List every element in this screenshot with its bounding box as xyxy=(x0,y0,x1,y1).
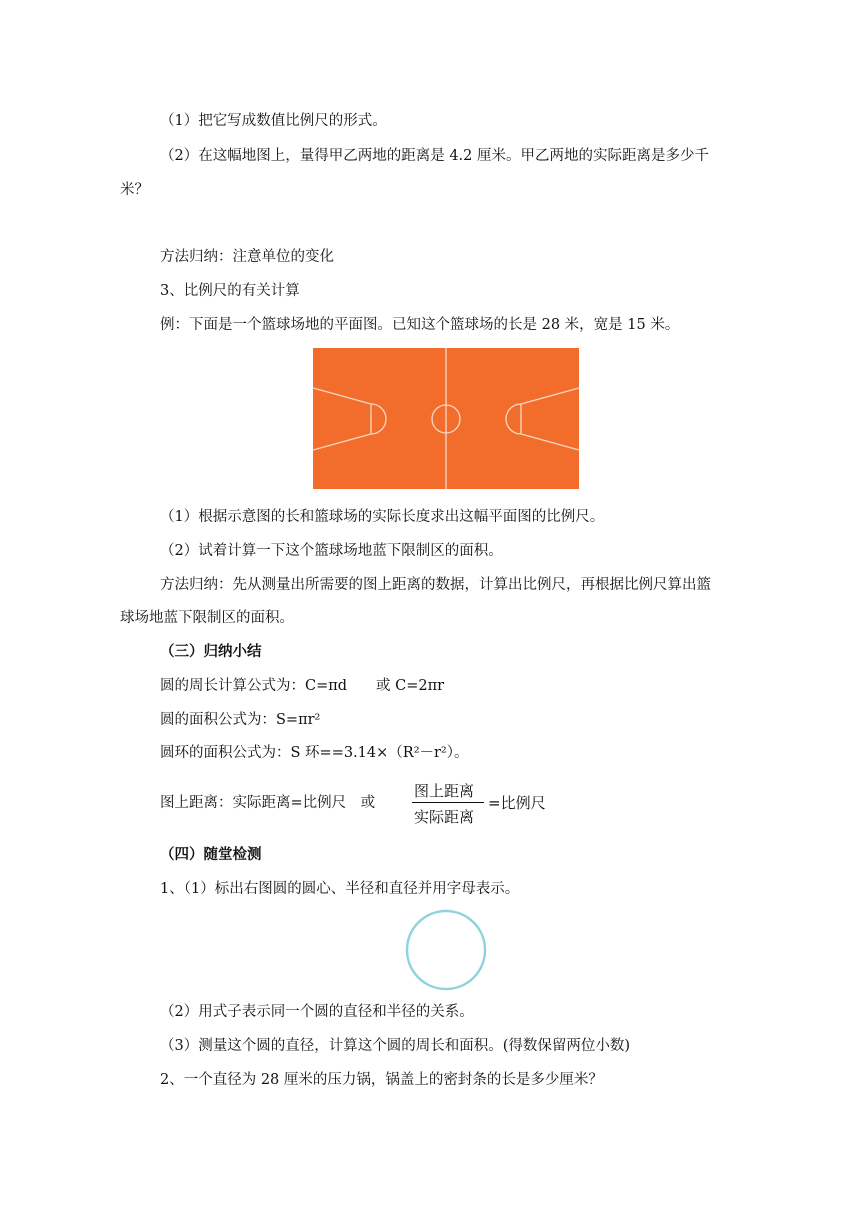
quiz-question-1-part-3: （3）测量这个圆的直径，计算这个圆的周长和面积。(得数保留两位小数) xyxy=(160,1038,631,1054)
basketball-court-diagram xyxy=(313,348,579,489)
example-question-1: （1）根据示意图的长和篮球场的实际长度求出这幅平面图的比例尺。 xyxy=(160,509,605,525)
method-summary-2: 方法归纳：先从测量出所需要的图上距离的数据，计算出比例尺，再根据比例尺算出篮 xyxy=(160,577,711,593)
area-formula: 圆的面积公式为：S=πr² xyxy=(160,712,321,728)
question-2-part-1: （1）把它写成数值比例尺的形式。 xyxy=(160,113,387,129)
question-2-part-2-cont: 米？ xyxy=(120,182,149,198)
scale-definition: 图上距离：实际距离=比例尺 或 xyxy=(160,795,376,811)
example-text: 例：下面是一个篮球场地的平面图。已知这个篮球场的长是 28 米，宽是 15 米。 xyxy=(160,317,680,333)
question-2-part-2: （2）在这幅地图上，量得甲乙两地的距离是 4.2 厘米。甲乙两地的实际距离是多少千 xyxy=(160,148,710,164)
quiz-question-1-part-2: （2）用式子表示同一个圆的直径和半径的关系。 xyxy=(160,1004,474,1020)
fraction-bar xyxy=(412,802,484,803)
method-summary-2-cont: 球场地蓝下限制区的面积。 xyxy=(120,610,294,626)
scale-fraction xyxy=(410,778,590,828)
section-3-heading: 3、比例尺的有关计算 xyxy=(160,283,300,299)
example-question-2: （2）试着计算一下这个篮球场地蓝下限制区的面积。 xyxy=(160,543,503,559)
quiz-question-1: 1、（1）标出右图圆的圆心、半径和直径并用字母表示。 xyxy=(160,881,520,897)
circle-outline xyxy=(407,911,485,989)
circle-figure xyxy=(404,908,488,992)
circumference-formula: 圆的周长计算公式为：C=πd 或 C=2πr xyxy=(160,678,445,694)
section-heading-summary: （三）归纳小结 xyxy=(160,643,262,660)
fraction-result: =比例尺 xyxy=(488,794,546,812)
method-summary-1: 方法归纳：注意单位的变化 xyxy=(160,249,334,265)
section-heading-quiz: （四）随堂检测 xyxy=(160,846,262,863)
ring-area-formula: 圆环的面积公式为：S 环==3.14×（R²－r²）。 xyxy=(160,745,469,761)
fraction-numerator: 图上距离 xyxy=(414,782,475,800)
fraction-denominator: 实际距离 xyxy=(414,808,475,826)
quiz-question-2: 2、一个直径为 28 厘米的压力锅，锅盖上的密封条的长是多少厘米？ xyxy=(160,1072,603,1088)
